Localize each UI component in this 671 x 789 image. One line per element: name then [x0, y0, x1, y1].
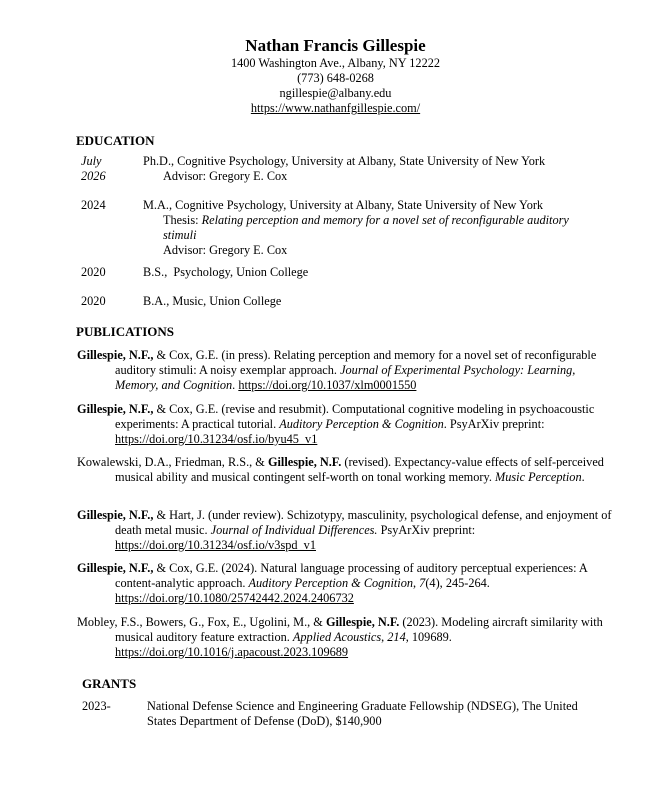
- publication-item: Gillespie, N.F., & Cox, G.E. (in press). Relating perception and memory for a novel set of reconfigurable auditory stimuli: A noisy exemplar approach. Journal of Experimental Psychology: Learning, Memory, and Cognition. https://doi.org/10.1037/xlm0001550: [77, 348, 597, 392]
- publication-item: Gillespie, N.F., & Hart, J. (under review). Schizotypy, masculinity, psychological defense, and enjoyment of death metal music. Journal of Individual Differences. PsyArXiv preprint: https://doi.org/10.31234/osf.io/v3spd_v1: [77, 508, 612, 552]
- advisor-text: Advisor: Gregory E. Cox: [163, 169, 288, 183]
- person-name: Nathan Francis Gillespie: [245, 36, 426, 55]
- education-date: 2020: [81, 265, 106, 279]
- thesis-title: Relating perception and memory for a novel set of reconfigurable auditory stimuli: [163, 213, 569, 242]
- journal-name: Journal of Individual Differences.: [210, 523, 378, 537]
- education-date-month: July: [81, 154, 102, 168]
- thesis-label: Thesis:: [163, 213, 202, 227]
- education-date: 2024: [81, 198, 106, 212]
- grant-text: National Defense Science and Engineering Graduate Fellowship (NDSEG), The United States Department of Defense (DoD), $140,900: [147, 699, 578, 728]
- advisor-text: Advisor: Gregory E. Cox: [163, 243, 288, 257]
- degree-text: M.A., Cognitive Psychology, University at Albany, State University of New York: [143, 198, 544, 212]
- author-highlight: Gillespie, N.F.: [325, 615, 400, 629]
- journal-name: Music Perception: [494, 470, 582, 484]
- doi-link[interactable]: https://doi.org/10.1080/25742442.2024.2406732: [115, 591, 354, 605]
- education-date: 2020: [81, 294, 106, 308]
- doi-link[interactable]: https://doi.org/10.31234/osf.io/byu45_v1: [115, 432, 318, 446]
- phone: (773) 648-0268: [297, 71, 374, 85]
- publication-item: Gillespie, N.F., & Cox, G.E. (revise and resubmit). Computational cognitive modeling in psychoacoustic experiments: A practical tutorial. Auditory Perception & Cognition. PsyArXiv preprint: https://doi.org/10.31234/osf.io/byu45_v1: [77, 402, 595, 446]
- doi-link[interactable]: https://doi.org/10.1037/xlm0001550: [238, 378, 417, 392]
- doi-link[interactable]: https://doi.org/10.31234/osf.io/v3spd_v1: [115, 538, 316, 552]
- email: ngillespie@albany.edu: [279, 86, 392, 100]
- publication-item: Kowalewski, D.A., Friedman, R.S., & Gillespie, N.F. (revised). Expectancy-value effects of self-perceived musical ability and musical contingent self-worth on tonal working memory. Music Perception.: [77, 455, 604, 484]
- grant-date: 2023-: [82, 699, 111, 713]
- address: 1400 Washington Ave., Albany, NY 12222: [230, 56, 441, 70]
- grants-heading: GRANTS: [82, 676, 137, 691]
- author-highlight: Gillespie, N.F.: [267, 455, 342, 469]
- publications-heading: PUBLICATIONS: [76, 324, 175, 339]
- volume-number: 7: [419, 576, 426, 590]
- website-link[interactable]: https://www.nathanfgillespie.com/: [250, 101, 421, 115]
- publication-item: Mobley, F.S., Bowers, G., Fox, E., Ugolini, M., & Gillespie, N.F. (2023). Modeling aircraft similarity with musical auditory feature extraction. Applied Acoustics, 214, 109689. https://doi.org/10.1016/j.apacoust.2023.109689: [77, 615, 603, 659]
- education-date-year: 2026: [81, 169, 106, 183]
- journal-name: Applied Acoustics: [292, 630, 382, 644]
- author-highlight: Gillespie, N.F.,: [77, 508, 154, 522]
- journal-name: Auditory Perception & Cognition: [279, 417, 444, 431]
- journal-name: Journal of Experimental Psychology: Learning, Memory, and Cognition: [115, 363, 576, 392]
- degree-text: B.S., Psychology, Union College: [143, 265, 309, 279]
- degree-text: B.A., Music, Union College: [143, 294, 282, 308]
- cv-header: [0, 0, 671, 116]
- author-highlight: Gillespie, N.F.,: [77, 402, 154, 416]
- doi-link[interactable]: https://doi.org/10.1016/j.apacoust.2023.109689: [115, 645, 349, 659]
- author-highlight: Gillespie, N.F.,: [77, 561, 154, 575]
- publication-item: Gillespie, N.F., & Cox, G.E. (2024). Natural language processing of auditory perceptual experiences: A content-analytic approach. Auditory Perception & Cognition, 7(4), 245-264. https://doi.org/10.1080/25742442.2024.2406732: [77, 561, 588, 605]
- author-highlight: Gillespie, N.F.,: [77, 348, 154, 362]
- volume-number: 214: [387, 630, 406, 644]
- education-heading: EDUCATION: [76, 133, 155, 148]
- degree-text: Ph.D., Cognitive Psychology, University at Albany, State University of New York: [143, 154, 546, 168]
- journal-name: Auditory Perception & Cognition: [248, 576, 414, 590]
